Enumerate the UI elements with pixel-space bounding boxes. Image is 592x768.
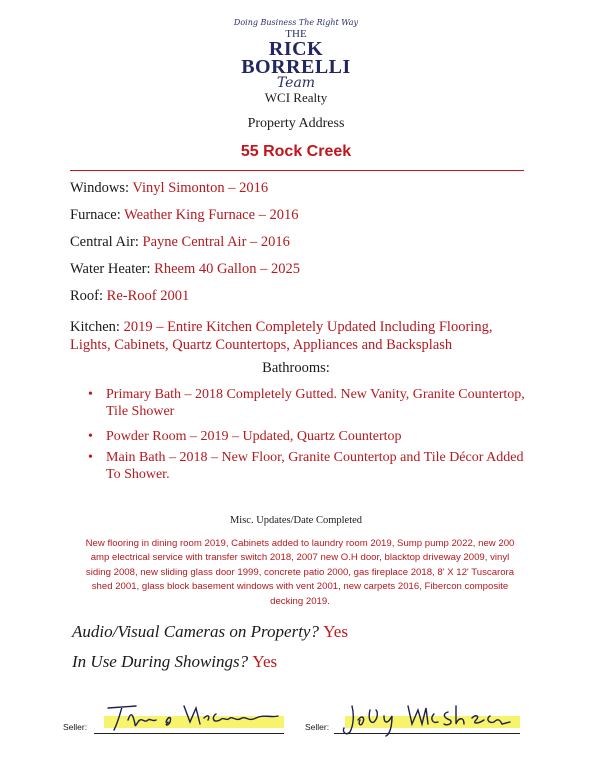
cameras-question: Audio/Visual Cameras on Property? — [72, 622, 319, 641]
seller-label-2: Seller: — [305, 722, 330, 732]
logo-team: Team — [276, 75, 316, 91]
property-address: 55 Rock Creek — [240, 143, 352, 160]
water-heater-label: Water Heater: — [70, 261, 151, 277]
cameras-question-row — [72, 622, 348, 642]
in-use-answer: Yes — [252, 652, 278, 671]
logo-borrelli: BORRELLI — [241, 56, 351, 78]
cameras-answer: Yes — [323, 622, 348, 641]
bathrooms-title: Bathrooms: — [262, 360, 330, 376]
bathroom-item — [88, 386, 528, 420]
misc-updates-body: New flooring in dining room 2019, Cabinets added to laundry room 2019, Sump pump 2022, new 200 amp electrical service with transfer switch 2018, 2007 new O.H door, blacktop driveway 2009, vinyl siding 2008, new sliding glass door 1999, concrete patio 2000, gas fireplace 2018, 8' X 12' Tuscarora shed 2001, glass block basement windows with vent 2001, new carpets 2016, Fibercon composite decking 2019. — [85, 538, 515, 607]
bathroom-item-text: Main Bath – 2018 – New Floor, Granite Countertop and Tile Décor Added To Shower. — [106, 450, 524, 482]
kitchen-value: 2019 – Entire Kitchen Completely Updated Including Flooring, Lights, Cabinets, Quartz Countertops, Appliances and Backsplash — [70, 319, 493, 353]
signature-1 — [96, 700, 286, 740]
bathroom-item — [88, 449, 528, 483]
misc-updates-title: Misc. Updates/Date Completed — [229, 515, 363, 526]
furnace-row — [70, 207, 299, 224]
roof-label: Roof: — [70, 288, 104, 304]
central-air-row — [70, 234, 290, 251]
furnace-label: Furnace: — [70, 207, 121, 223]
logo-brokerage: WCI Realty — [264, 90, 328, 105]
company-logo — [0, 18, 592, 106]
logo-rick: RICK — [268, 38, 324, 60]
windows-label: Windows: — [70, 180, 130, 196]
roof-value: Re-Roof 2001 — [106, 288, 190, 304]
windows-value: Vinyl Simonton – 2016 — [132, 180, 269, 196]
bathroom-item-text: Primary Bath – 2018 Completely Gutted. New Vanity, Granite Countertop, Tile Shower — [106, 387, 525, 419]
in-use-question-row — [72, 652, 277, 672]
bullet-icon: • — [88, 429, 93, 444]
water-heater-value: Rheem 40 Gallon – 2025 — [154, 261, 300, 277]
logo-tagline: Doing Business The Right Way — [233, 18, 359, 27]
roof-row — [70, 288, 189, 305]
signature-2 — [338, 700, 528, 740]
bathroom-item-text: Powder Room – 2019 – Updated, Quartz Countertop — [106, 429, 402, 444]
in-use-question: In Use During Showings? — [72, 652, 249, 671]
bathroom-item — [88, 428, 528, 445]
windows-row — [70, 180, 268, 197]
central-air-label: Central Air: — [70, 234, 139, 250]
divider — [70, 170, 524, 171]
seller-label-1: Seller: — [63, 722, 88, 732]
central-air-value: Payne Central Air – 2016 — [142, 234, 290, 250]
logo-the: THE — [285, 28, 307, 40]
bullet-icon: • — [88, 387, 93, 402]
kitchen-row — [70, 318, 530, 354]
property-address-label: Property Address — [247, 116, 345, 131]
bullet-icon: • — [88, 450, 93, 465]
furnace-value: Weather King Furnace – 2016 — [124, 207, 299, 223]
kitchen-label: Kitchen: — [70, 319, 120, 335]
water-heater-row — [70, 261, 300, 278]
